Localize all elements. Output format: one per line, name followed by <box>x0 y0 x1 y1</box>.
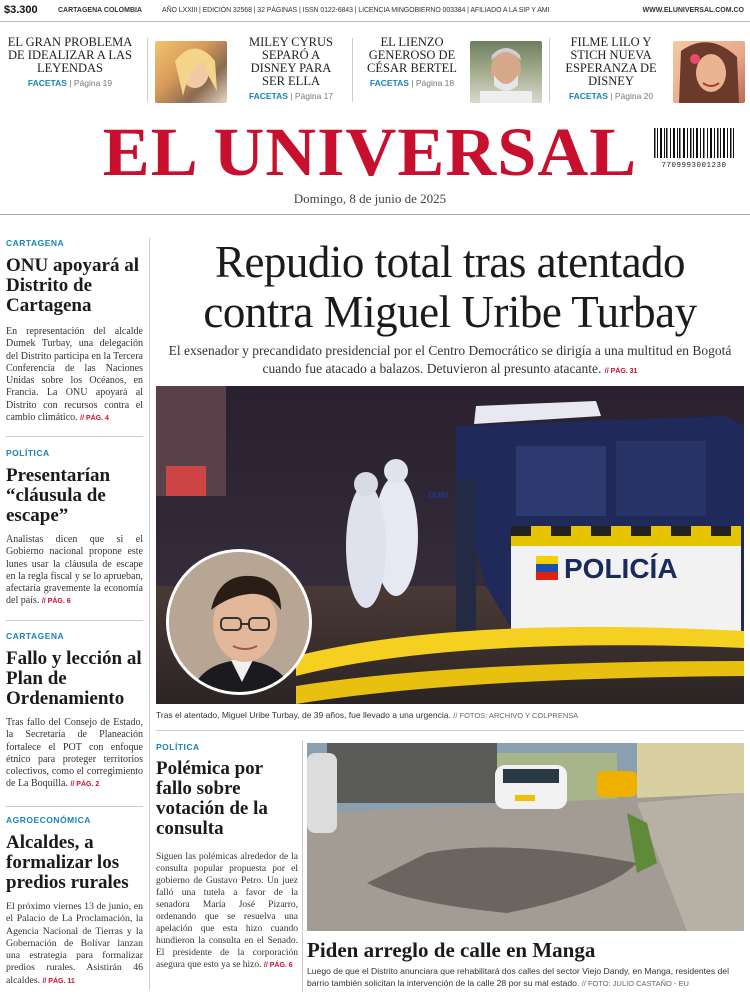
teaser-title: EL GRAN PROBLEMA DE IDEALIZAR A LAS LEYENDAS <box>7 35 133 75</box>
barcode-number: 7709993001230 <box>661 162 727 170</box>
website-link[interactable]: WWW.ELUNIVERSAL.COM.CO <box>642 7 744 14</box>
teaser-3[interactable] <box>360 36 464 104</box>
teaser-ref: FACETAS | Página 17 <box>248 91 334 101</box>
sidebar-story-2[interactable] <box>6 448 143 609</box>
story-body: Siguen las polémicas alrededor de la consulta popular propuesta por el gobierno de Gustavo Petro. Un juez falló una tutela a favor de la senadora María José Pizarro, ordenando que se resuelva una apelación que esta hizo cuando hundieron la consulta en el Senado. El presidente de la corporación asegura que esto ya se hizo. // PÁG. 6 <box>156 852 298 970</box>
sidebar-story-1[interactable] <box>6 238 143 425</box>
lead-dek: El exsenador y precandidato presidencial por el Centro Democrático se dirigía a una multitud en Bogotá cuando fue atacado a balazos. Detuvieron al presunto atacante. // PÁG. 31 <box>168 343 732 376</box>
manga-body: Luego de que el Distrito anunciara que rehabilitará dos calles del sector Viejo Dandy, en Manga, residentes del barrio también solicitan la intervención de la calle 28 por su mal estado. // FOTO: JULIO CASTAÑO - EU <box>307 966 729 988</box>
issue-date: Domingo, 8 de junio de 2025 <box>293 191 447 206</box>
edition-info: AÑO LXXIII | EDICIÓN 32568 | 32 PÁGINAS | ISSN 0122-6843 | LICENCIA MINGOBIERNO 003384 | AFILIADO A LA SIP Y AMI <box>162 7 550 14</box>
teaser-title: MILEY CYRUS SEPARÓ A DISNEY PARA SER ELLA <box>249 35 333 88</box>
story-headline[interactable]: ONU apoyará al Distrito de Cartagena <box>6 255 139 316</box>
story-headline[interactable]: Presentarían “cláusula de escape” <box>6 465 111 526</box>
story-headline[interactable]: Alcaldes, a formalizar los predios rurales <box>6 832 129 893</box>
barcode <box>652 128 736 170</box>
inset-portrait <box>166 549 312 695</box>
story-kicker: POLÍTICA <box>156 742 200 752</box>
price: $3.300 <box>4 4 38 16</box>
masthead-logo[interactable]: EL UNIVERSAL <box>102 114 638 190</box>
teaser-title: FILME LILO Y STICH NUEVA ESPERANZA DE DISNEY <box>565 35 657 88</box>
teaser-4[interactable] <box>553 36 669 104</box>
photo-dijin-text: DIJIN <box>428 491 449 500</box>
page-ref[interactable]: // PÁG. 4 <box>80 415 109 423</box>
story-body: El próximo viernes 13 de junio, en el Palacio de La Proclamación, la Agencia Nacional de Tierras y la Gobernación de Bolívar lanzan una estrategia para formalizar predios rurales. Asistirán 46 alcaldes. // PÁG. 11 <box>6 901 143 986</box>
page-ref[interactable]: // PÁG. 6 <box>263 962 293 969</box>
page-ref[interactable]: // PÁG. 11 <box>42 977 75 985</box>
street-photo <box>307 743 744 931</box>
page-ref[interactable]: // PÁG. 2 <box>70 781 100 789</box>
teaser-ref: FACETAS | Página 20 <box>568 91 654 101</box>
story-body: En representación del alcalde Dumek Turbay, una delegación del Distrito participa en la Tercera Conferencia de las Naciones Unidas sobre los Océanos, en Francia. La ONU apoyará al Distrito con recursos contra el cambio climático. // PÁG. 4 <box>6 326 143 424</box>
politics-story[interactable] <box>156 742 298 972</box>
teaser-1-photo <box>155 41 227 103</box>
story-body: Analistas dicen que si el Gobierno nacional propone este lunes usar la cláusula de escape en la regla fiscal y se lo aprueban, afectaría gravemente la economía del país. // PÁG. 6 <box>6 534 143 607</box>
story-kicker: POLÍTICA <box>6 448 50 458</box>
lead-photo <box>156 386 744 704</box>
story-headline[interactable]: Fallo y lección al Plan de Ordenamiento <box>6 648 142 709</box>
story-kicker: AGROECONÓMICA <box>6 815 91 825</box>
top-bar <box>0 0 750 22</box>
teaser-ref: FACETAS | Página 18 <box>369 78 455 88</box>
column-divider <box>302 740 303 992</box>
column-divider <box>149 238 150 990</box>
teaser-1[interactable] <box>6 36 134 104</box>
story-kicker: CARTAGENA <box>6 238 65 248</box>
photo-police-text: POLICÍA <box>564 553 678 584</box>
page-ref[interactable]: // PÁG. 31 <box>604 368 638 375</box>
teaser-4-photo <box>673 41 745 103</box>
teaser-2[interactable] <box>238 36 344 104</box>
photo-caption: Tras el atentado, Miguel Uribe Turbay, de 39 años, fue llevado a una urgencia. // FOTOS: ARCHIVO Y COLPRENSA <box>156 710 579 720</box>
sidebar-story-3[interactable] <box>6 631 143 792</box>
story-body: Tras fallo del Consejo de Estado, la Secretaría de Planeación fortalece el POT con enfoque étnico para proteger territorios colectivos, como el corregimiento de La Boquilla. // PÁG. 2 <box>6 717 143 790</box>
sidebar-story-4[interactable] <box>6 815 143 988</box>
story-headline[interactable]: Polémica por fallo sobre votación de la consulta <box>156 758 268 839</box>
teaser-3-photo <box>470 41 542 103</box>
teaser-ref: FACETAS | Página 19 <box>27 78 113 88</box>
teaser-title: EL LIENZO GENEROSO DE CÉSAR BERTEL <box>367 35 457 75</box>
story-kicker: CARTAGENA <box>6 631 65 641</box>
lead-headline[interactable]: Repudio total tras atentado contra Miguel Uribe Turbay <box>203 237 697 337</box>
page-ref[interactable]: // PÁG. 6 <box>41 598 71 606</box>
manga-headline[interactable]: Piden arreglo de calle en Manga <box>307 938 596 962</box>
edition-city: CARTAGENA COLOMBIA <box>58 7 142 14</box>
